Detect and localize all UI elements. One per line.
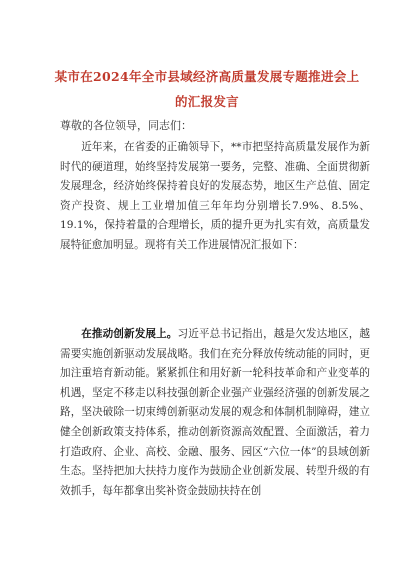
paragraph-lead: 在推动创新发展上。 bbox=[81, 328, 178, 340]
paragraph-text: 近年来，在省委的正确领导下，**市把坚持高质量发展作为新时代的硬道理，始终坚持发展第一要务，完整、准确、全面贯彻新发展理念，经济始终保持着良好的发展态势，地区生产总值、固定资产投资、规上工业增加值三年年均分别增长7.9%、8.5%、19.1%，保持着量的合理增长，质的提升更为扎实有效，高质量发展特征愈加明显。现将有关工作进展情况汇报如下： bbox=[60, 141, 370, 251]
paragraph-intro bbox=[60, 138, 370, 256]
paragraph-innovation bbox=[60, 325, 370, 501]
paragraph-text: 习近平总书记指出，越是欠发达地区，越需要实施创新驱动发展战略。我们在充分释放传统动能的同时，更加注重培育新动能。紧紧抓住和用好新一轮科技革命和产业变革的机遇，坚定不移走以科技强创新企业强产业强经济强的创新发展之路，坚决破除一切束缚创新驱动发展的观念和体制机制障碍，建立健全创新政策支持体系，推动创新资源高效配置、全面激活，着力打造政府、企业、高校、金融、服务、园区“六位一体”的县域创新生态。坚持把加大扶持力度作为鼓励企业创新发展、转型升级的有效抓手，每年都拿出奖补资金鼓励扶持在创 bbox=[60, 328, 371, 497]
document-title: 某市在2024年全市县域经济高质量发展专题推进会上的汇报发言 bbox=[54, 69, 360, 109]
salutation: 尊敬的各位领导，同志们： bbox=[60, 119, 192, 132]
